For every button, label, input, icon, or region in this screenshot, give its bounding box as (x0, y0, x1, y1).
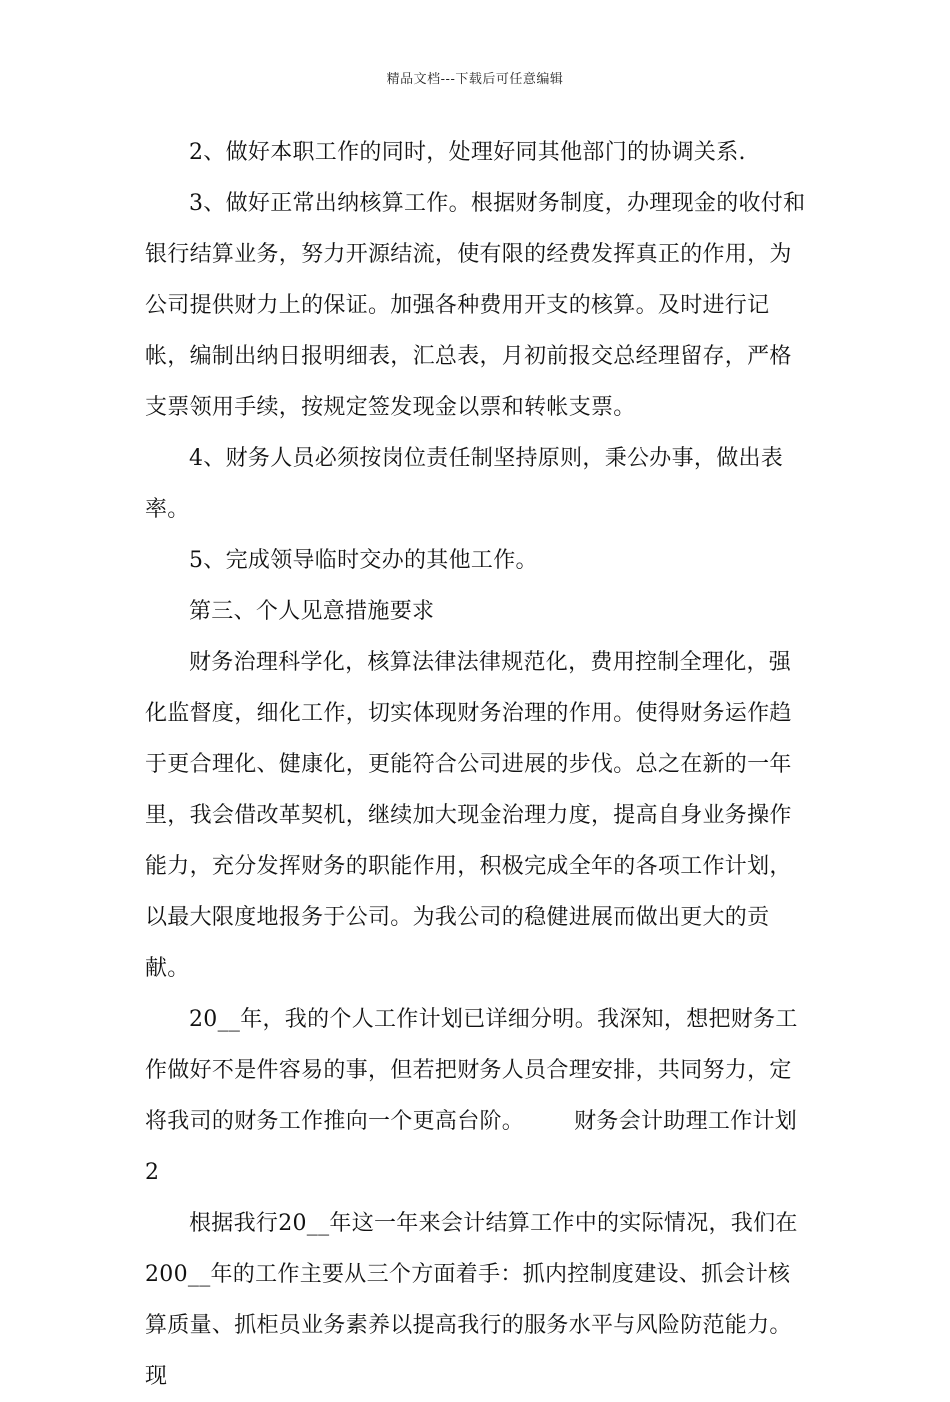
paragraph-item-2: 2、做好本职工作的同时，处理好同其他部门的协调关系. (189, 140, 746, 165)
summary-text: 20__年，我的个人工作计划已详细分明。我深知，想把财务工作做好不是件容易的事，但若把财务人员合理安排，共同努力，定将我司的财务工作推向一个更高台阶。 (145, 1007, 798, 1134)
paragraph-item-3: 3、做好正常出纳核算工作。根据财务制度，办理现金的收付和银行结算业务，努力开源结流，使有限的经费发挥真正的作用，为公司提供财力上的保证。加强各种费用开支的核算。及时进行记帐，编制出纳日报明细表，汇总表，月初前报交总经理留存，严格支票领用手续，按规定签发现金以票和转帐支票。 (145, 191, 806, 420)
next-doc-title: 财务会计助理工作计划2 (145, 1109, 798, 1185)
paragraph-summary (145, 994, 810, 1198)
paragraph-item-4: 4、财务人员必须按岗位责任制坚持原则，秉公办事，做出表率。 (145, 446, 784, 522)
document-body (145, 127, 810, 1402)
paragraph-measures: 财务治理科学化，核算法律法律规范化，费用控制全理化，强化监督度，细化工作，切实体现财务治理的作用。使得财务运作趋于更合理化、健康化，更能符合公司进展的步伐。总之在新的一年里，我会借改革契机，继续加大现金治理力度，提高自身业务操作能力，充分发挥财务的职能作用，积极完成全年的各项工作计划，以最大限度地报务于公司。为我公司的稳健进展而做出更大的贡献。 (145, 650, 792, 981)
section-heading: 第三、个人见意措施要求 (189, 599, 435, 624)
paragraph-plan-intro: 根据我行20__年这一年来会计结算工作中的实际情况，我们在200__年的工作主要从三个方面着手：抓内控制度建设、抓会计核算质量、抓柜员业务素养以提高我行的服务水平与风险防范能力。现 (145, 1211, 798, 1389)
paragraph-item-5: 5、完成领导临时交办的其他工作。 (189, 548, 538, 573)
page-header: 精品文档---下载后可任意编辑 (386, 72, 564, 87)
